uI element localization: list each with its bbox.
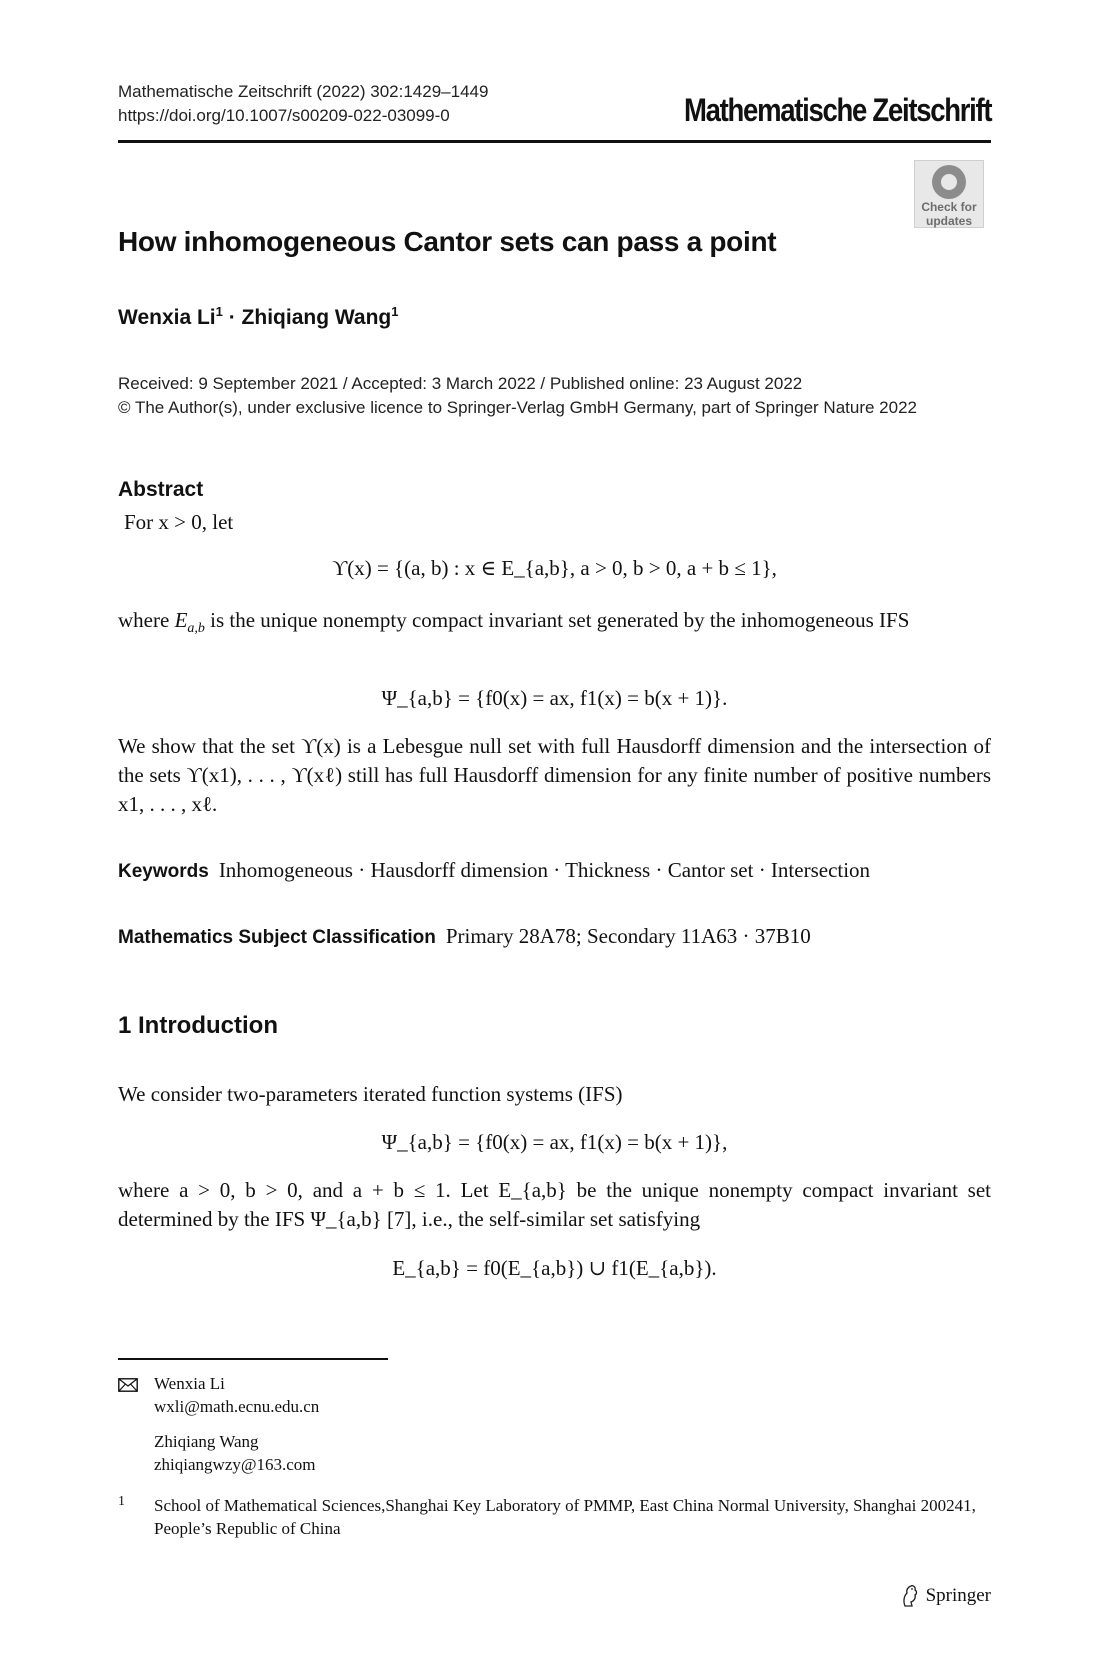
paper-title: How inhomogeneous Cantor sets can pass a point: [118, 226, 777, 257]
publisher-name: Springer: [925, 1585, 991, 1606]
msc-label: Mathematics Subject Classification: [118, 927, 436, 948]
abstract-equation-upsilon: ϒ(x) = {(a, b) : x ∈ E_{a,b}, a > 0, b > 0, a + b ≤ 1},: [332, 556, 777, 580]
author-name: Wenxia Li: [118, 306, 216, 329]
springer-horse-icon: [900, 1584, 920, 1608]
footnote-email[interactable]: wxli@math.ecnu.edu.cn: [154, 1397, 320, 1416]
footnote-email[interactable]: zhiqiangwzy@163.com: [154, 1455, 316, 1474]
crossmark-line1: Check for: [921, 200, 977, 214]
intro-equation-self-similar: E_{a,b} = f0(E_{a,b}) ∪ f1(E_{a,b}).: [392, 1256, 717, 1280]
doi-link[interactable]: https://doi.org/10.1007/s00209-022-03099-0: [118, 106, 450, 125]
springer-logo: [900, 1584, 991, 1608]
text-span: is the unique nonempty compact invariant set generated by the inhomogeneous IFS: [204, 608, 910, 632]
affiliation-number: 1: [118, 1494, 125, 1509]
check-for-updates-badge[interactable]: [914, 160, 984, 228]
author-name: Zhiqiang Wang: [241, 306, 392, 329]
journal-citation: Mathematische Zeitschrift (2022) 302:1429–1449: [118, 82, 489, 101]
math-var: E: [174, 608, 188, 632]
footnote-author-name: Zhiqiang Wang: [154, 1432, 259, 1451]
corresponding-author: [154, 1372, 319, 1418]
footnote-rule: [118, 1358, 388, 1360]
publication-info: [118, 372, 917, 420]
math-subscript: a,b: [187, 621, 205, 637]
intro-equation-ifs: Ψ_{a,b} = {f0(x) = ax, f1(x) = b(x + 1)},: [381, 1130, 728, 1154]
author-list: [118, 304, 398, 330]
abstract-paragraph: We show that the set ϒ(x) is a Lebesgue null set with full Hausdorff dimension and the intersection of the sets ϒ(x1), . . . , ϒ(xℓ) still has full Hausdorff dimension for any finite number of positive numbers x1, . . . , xℓ.: [118, 734, 991, 816]
abstract-intro: For x > 0, let: [124, 510, 234, 534]
keywords-text: Inhomogeneous · Hausdorff dimension · Thickness · Cantor set · Intersection: [218, 858, 871, 882]
envelope-icon: [118, 1378, 138, 1392]
publication-dates: Received: 9 September 2021 / Accepted: 3 March 2022 / Published online: 23 August 2022: [118, 374, 803, 393]
crossmark-line2: updates: [925, 214, 972, 228]
footnote-author-name: Wenxia Li: [154, 1374, 225, 1393]
text-span: where: [118, 608, 175, 632]
author-affiliation-mark: 1: [391, 304, 399, 319]
abstract-equation-ifs: Ψ_{a,b} = {f0(x) = ax, f1(x) = b(x + 1)}.: [381, 686, 728, 710]
crossmark-icon: [932, 165, 966, 199]
subject-classification: [118, 924, 811, 949]
intro-paragraph: where a > 0, b > 0, and a + b ≤ 1. Let E_{a,b} be the unique nonempty compact invariant set determined by the IFS Ψ_{a,b} [7], i.e., the self-similar set satisfying: [118, 1178, 991, 1231]
affiliation: School of Mathematical Sciences,Shanghai Key Laboratory of PMMP, East China Normal University, Shanghai 200241, People’s Republic of China: [154, 1496, 976, 1538]
header-rule: [118, 140, 991, 143]
intro-paragraph: We consider two-parameters iterated function systems (IFS): [118, 1082, 623, 1106]
second-author: [154, 1430, 316, 1476]
journal-info: [118, 80, 488, 128]
author-affiliation-mark: 1: [215, 304, 223, 319]
journal-brand: Mathematische Zeitschrift: [683, 92, 991, 128]
keywords: [118, 858, 870, 883]
copyright-notice: © The Author(s), under exclusive licence to Springer-Verlag GmbH Germany, part of Springer Nature 2022: [118, 398, 917, 417]
abstract-paragraph: [118, 606, 991, 643]
abstract-heading: Abstract: [118, 478, 204, 501]
msc-text: Primary 28A78; Secondary 11A63 · 37B10: [445, 924, 811, 948]
author-separator: ·: [222, 306, 242, 329]
section-heading: 1 Introduction: [118, 1012, 278, 1039]
keywords-label: Keywords: [118, 861, 209, 882]
